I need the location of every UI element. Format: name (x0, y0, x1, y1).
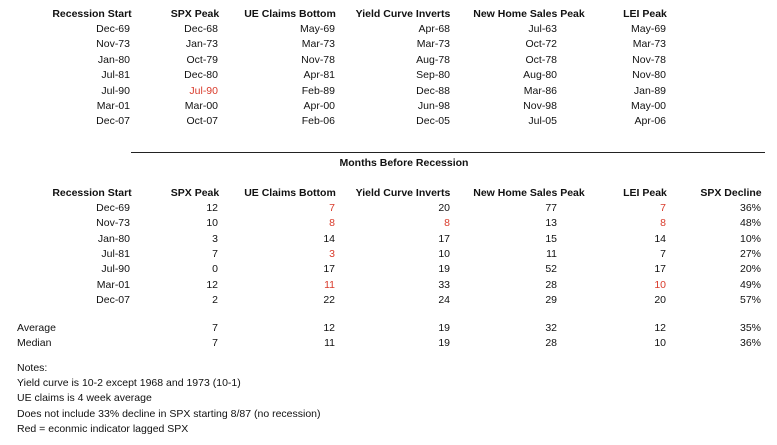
table2-cell: 27% (739, 247, 761, 260)
table2-cell: 7 (329, 202, 335, 214)
table2-cell: 20 (654, 293, 666, 306)
table2-header: Yield Curve Inverts (355, 187, 451, 199)
table1-cell: Dec-07 (96, 115, 130, 128)
table1-cell: Oct-79 (186, 53, 218, 66)
summary-label: Average (17, 322, 56, 334)
table1-cell: Dec-69 (96, 23, 130, 35)
note-line: UE claims is 4 week average (17, 392, 152, 405)
table2-cell: 3 (212, 232, 218, 245)
table2-header: LEI Peak (623, 187, 667, 199)
table1-cell: Dec-88 (416, 84, 450, 97)
table1-cell: Oct-78 (525, 53, 557, 66)
table2-cell: 17 (438, 232, 450, 245)
table2-cell: 12 (206, 278, 218, 291)
table1-cell: Apr-81 (303, 69, 335, 82)
table2-cell: 10% (739, 232, 761, 245)
table1-cell: May-69 (299, 23, 335, 35)
table1-cell: Nov-80 (632, 69, 666, 82)
table1-cell: Dec-68 (184, 23, 218, 35)
summary-value: 12 (323, 322, 335, 334)
table2-cell: 28 (545, 278, 557, 291)
summary-value: 28 (545, 337, 557, 350)
table2-cell: 15 (545, 232, 557, 245)
table2-cell: 2 (212, 293, 218, 306)
table1-cell: Jan-89 (633, 84, 666, 97)
table1-header: SPX Peak (170, 8, 220, 20)
table1-cell: Jun-98 (417, 100, 450, 112)
table1-cell: Feb-89 (301, 84, 335, 97)
table2-cell: 20 (438, 202, 450, 214)
table1-cell: Apr-06 (634, 115, 666, 128)
summary-value: 32 (545, 322, 557, 334)
table1-cell: Nov-73 (96, 38, 130, 51)
table2-cell: 14 (654, 232, 666, 245)
table1-cell: Oct-72 (525, 38, 557, 51)
table2-header: SPX Peak (170, 187, 220, 199)
table2-header: New Home Sales Peak (473, 187, 585, 199)
table1-cell: Mar-86 (523, 84, 557, 97)
table1-header: LEI Peak (623, 8, 667, 20)
summary-value: 19 (438, 337, 450, 350)
table1-header: New Home Sales Peak (473, 8, 585, 20)
table2-cell: 52 (545, 263, 557, 276)
summary-value: 12 (654, 322, 666, 334)
table2-cell: 29 (545, 293, 557, 306)
table2-cell: 8 (660, 217, 666, 230)
table2-cell: 17 (654, 263, 666, 276)
table1-cell: Nov-98 (523, 100, 557, 112)
table1-cell: Apr-68 (418, 23, 450, 35)
table1-cell: Jul-90 (101, 84, 130, 97)
table2-cell: 13 (545, 217, 557, 230)
table1-cell: Oct-07 (186, 115, 218, 128)
table2-cell: 7 (212, 247, 218, 260)
note-line: Red = econmic indicator lagged SPX (17, 422, 189, 435)
table2-cell: 7 (660, 202, 666, 214)
table2-cell: Jul-90 (101, 263, 130, 276)
summary-label: Median (17, 337, 52, 350)
table2-cell: 36% (739, 202, 761, 214)
table2-header: UE Claims Bottom (244, 187, 336, 199)
table2-header: SPX Decline (700, 187, 762, 199)
summary-value: 36% (739, 337, 761, 350)
table1-header: UE Claims Bottom (244, 8, 336, 20)
table1-cell: May-69 (630, 23, 666, 35)
table2-cell: Dec-69 (96, 202, 130, 214)
table2-cell: 11 (324, 278, 335, 291)
table1-cell: Dec-05 (416, 115, 450, 128)
table2-cell: Dec-07 (96, 293, 130, 306)
table2-cell: 24 (438, 293, 450, 306)
table2-cell: 10 (438, 247, 450, 260)
table1-cell: Mar-01 (96, 100, 130, 112)
table2-cell: 20% (739, 263, 761, 276)
table2-cell: 8 (329, 217, 335, 230)
summary-value: 7 (212, 337, 218, 350)
table2-cell: 3 (329, 247, 335, 260)
summary-value: 11 (324, 337, 335, 350)
table1-cell: Apr-00 (303, 100, 335, 112)
table2-cell: 10 (654, 278, 666, 291)
table1-cell: Mar-00 (184, 100, 218, 112)
summary-value: 10 (654, 337, 666, 350)
table2-cell: 10 (206, 217, 218, 230)
table1-cell: Mar-73 (301, 38, 335, 51)
table1-cell: Jan-80 (97, 53, 130, 66)
table2-cell: 49% (739, 278, 761, 291)
table2-cell: 7 (660, 247, 666, 260)
table1-cell: May-00 (630, 100, 666, 112)
table1-cell: Jul-81 (101, 69, 130, 82)
table2-cell: 14 (323, 232, 335, 245)
table2-cell: Nov-73 (96, 217, 130, 230)
table2-cell: 11 (546, 247, 557, 260)
table2-cell: 17 (323, 263, 335, 276)
table2-cell: 19 (438, 263, 450, 276)
section-divider (131, 152, 765, 153)
table1-cell: Jul-90 (189, 84, 218, 97)
table1-cell: Mar-73 (632, 38, 666, 51)
table1-cell: Nov-78 (301, 53, 335, 66)
table1-cell: Aug-80 (523, 69, 557, 82)
notes-title: Notes: (17, 362, 48, 374)
table1-header: Recession Start (52, 8, 132, 20)
table1-cell: Jul-63 (528, 23, 557, 35)
table1-cell: Jul-05 (528, 115, 557, 128)
table2-cell: Mar-01 (96, 278, 130, 291)
section-title: Months Before Recession (339, 157, 469, 169)
summary-value: 7 (212, 322, 218, 334)
table2-cell: 57% (739, 293, 761, 306)
table1-cell: Sep-80 (416, 69, 450, 82)
table2-cell: 8 (444, 217, 450, 230)
table1-cell: Jan-73 (185, 38, 218, 51)
summary-value: 19 (438, 322, 450, 334)
table1-cell: Nov-78 (632, 53, 666, 66)
table1-cell: Mar-73 (416, 38, 450, 51)
table2-cell: Jan-80 (97, 232, 130, 245)
summary-value: 35% (739, 322, 761, 334)
table2-cell: 48% (739, 217, 761, 230)
table2-header: Recession Start (52, 187, 132, 199)
note-line: Does not include 33% decline in SPX starting 8/87 (no recession) (17, 407, 321, 420)
table2-cell: 0 (212, 263, 218, 276)
table2-cell: 33 (438, 278, 450, 291)
table2-cell: 22 (323, 293, 335, 306)
table2-cell: 77 (545, 202, 557, 214)
table2-cell: 12 (206, 202, 218, 214)
table2-cell: Jul-81 (101, 247, 130, 260)
note-line: Yield curve is 10-2 except 1968 and 1973 (10-1) (17, 377, 241, 389)
table1-header: Yield Curve Inverts (355, 8, 451, 20)
table1-cell: Dec-80 (184, 69, 218, 82)
table1-cell: Aug-78 (416, 53, 450, 66)
table1-cell: Feb-06 (301, 115, 335, 128)
